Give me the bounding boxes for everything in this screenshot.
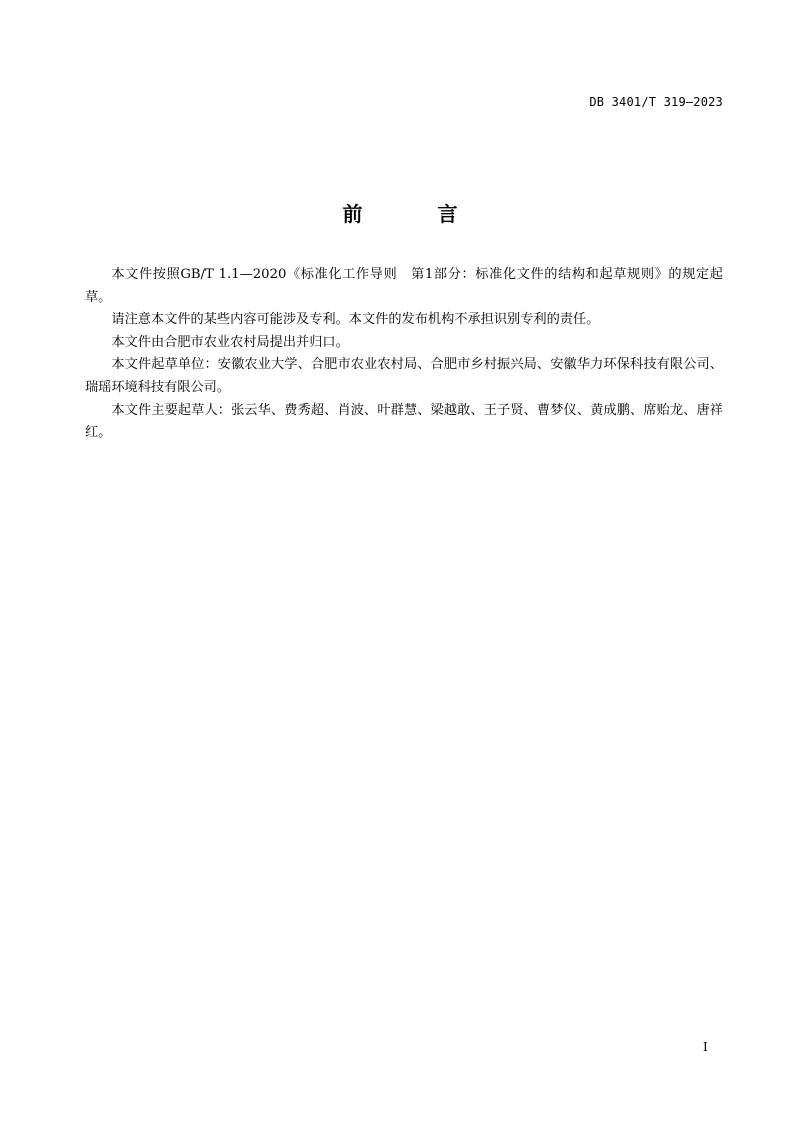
- paragraph-proposer: 本文件由合肥市农业农村局提出并归口。: [111, 334, 349, 350]
- paragraph-patent-notice: 请注意本文件的某些内容可能涉及专利。本文件的发布机构不承担识别专利的责任。: [111, 312, 600, 328]
- paragraph-drafting-basis: 本文件按照GB/T 1.1—2020《标准化工作导则 第1部分：标准化文件的结构和起草规则》的规定起草。: [85, 267, 723, 305]
- page-title: 前 言: [342, 202, 492, 226]
- paragraph-drafting-units: 本文件起草单位：安徽农业大学、合肥市农业农村局、合肥市乡村振兴局、安徽华力环保科技有限公司、瑞瑶环境科技有限公司。: [85, 357, 723, 395]
- foreword-body: [85, 264, 723, 445]
- page-number: I: [703, 1040, 708, 1054]
- paragraph-drafters: 本文件主要起草人：张云华、费秀超、肖波、叶群慧、梁越敢、王子贤、曹梦仪、黄成鹏、席贻龙、唐祥红。: [85, 402, 723, 441]
- document-code: DB 3401/T 319—2023: [589, 95, 723, 109]
